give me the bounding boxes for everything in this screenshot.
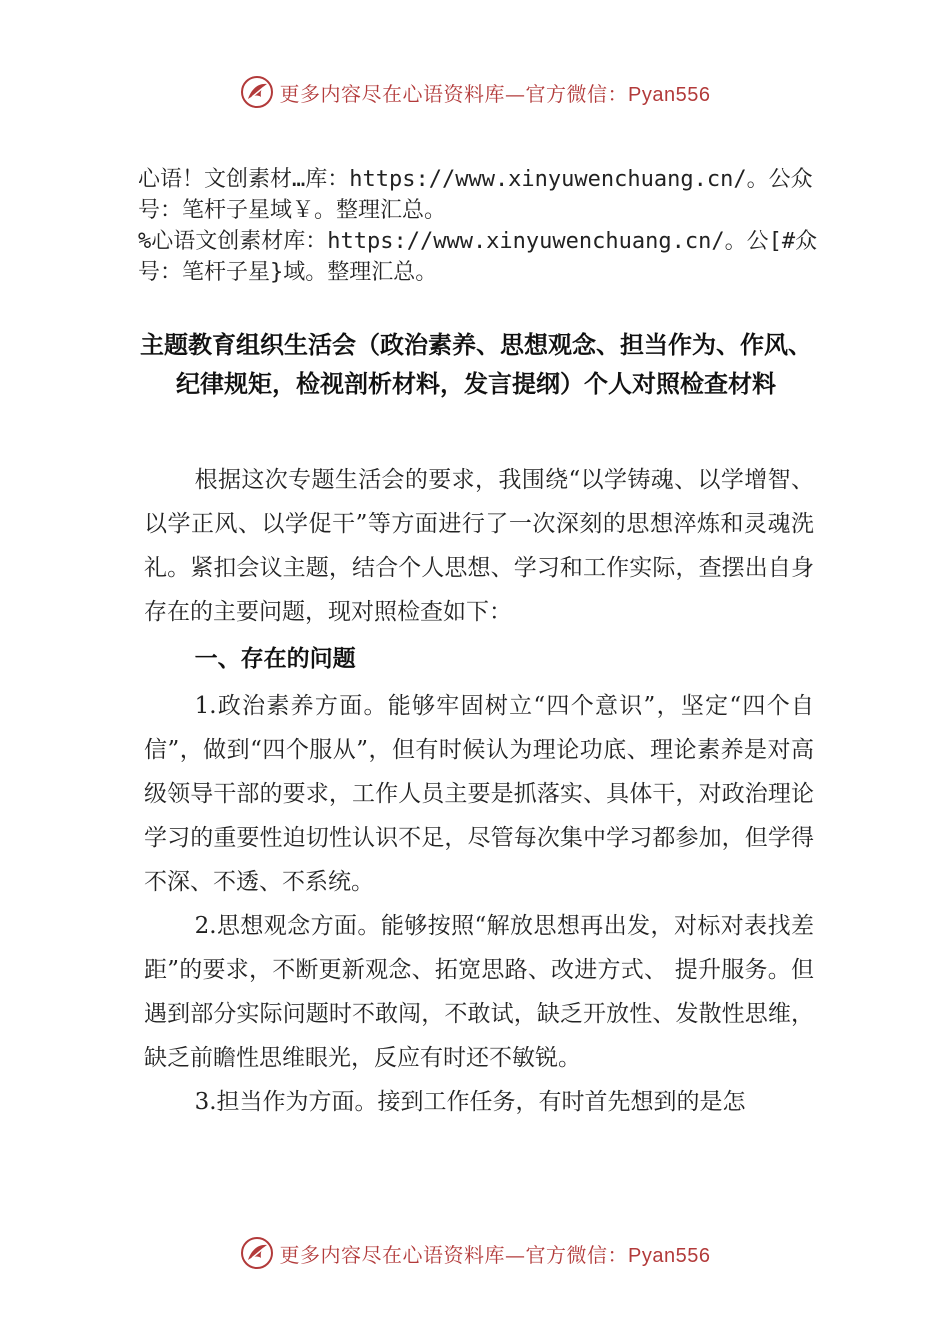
intro-paragraph: 根据这次专题生活会的要求，我围绕“以学铸魂、以学增智、以学正风、以学促干”等方面进行了一次深刻的思想淬炼和灵魂洗礼。紧扣会议主题，结合个人思想、学习和工作实际，查摆出自身存在的主要问题，现对照检查如下： xyxy=(144,467,814,625)
source-line: %心语文创素材库：https://www.xinyuwenchuang.cn/。公[#众号：笔杆子星}域。整理汇总。 xyxy=(138,229,818,285)
list-item: 3.担当作为方面。接到工作任务，有时首先想到的是怎 xyxy=(194,1089,746,1115)
document-body xyxy=(144,458,814,1124)
section-heading: 一、存在的问题 xyxy=(194,646,356,672)
banner-brand: Pyan556 xyxy=(628,83,711,106)
document-title: 主题教育组织生活会（政治素养、思想观念、担当作为、作风、纪律规矩，检视剖析材料，发言提纲）个人对照检查材料 xyxy=(140,331,812,398)
footer-banner xyxy=(0,1233,950,1273)
header-banner xyxy=(0,72,950,112)
fox-logo-icon xyxy=(240,1236,274,1270)
banner-brand: Pyan556 xyxy=(628,1244,711,1267)
source-note xyxy=(138,164,838,288)
fox-logo-icon xyxy=(240,75,274,109)
banner-text: 更多内容尽在心语资料库—官方微信：Pyan556 xyxy=(279,81,711,106)
source-line: 心语！文创素材…库：https://www.xinyuwenchuang.cn/。公众号：笔杆子星域￥。整理汇总。 xyxy=(138,167,813,223)
banner-text: 更多内容尽在心语资料库—官方微信：Pyan556 xyxy=(279,1242,711,1267)
list-item: 2.思想观念方面。能够按照“解放思想再出发，对标对表找差距”的要求，不断更新观念、拓宽思路、改进方式、 提升服务。但遇到部分实际问题时不敢闯，不敢试，缺乏开放性、发散性思维，缺乏前瞻性思维眼光，反应有时还不敏锐。 xyxy=(144,913,814,1071)
list-item: 1.政治素养方面。能够牢固树立“四个意识”，坚定“四个自信”，做到“四个服从”，但有时候认为理论功底、理论素养是对高级领导干部的要求，工作人员主要是抓落实、具体干，对政治理论学习的重要性迫切性认识不足，尽管每次集中学习都参加，但学得不深、不透、不系统。 xyxy=(144,693,814,895)
